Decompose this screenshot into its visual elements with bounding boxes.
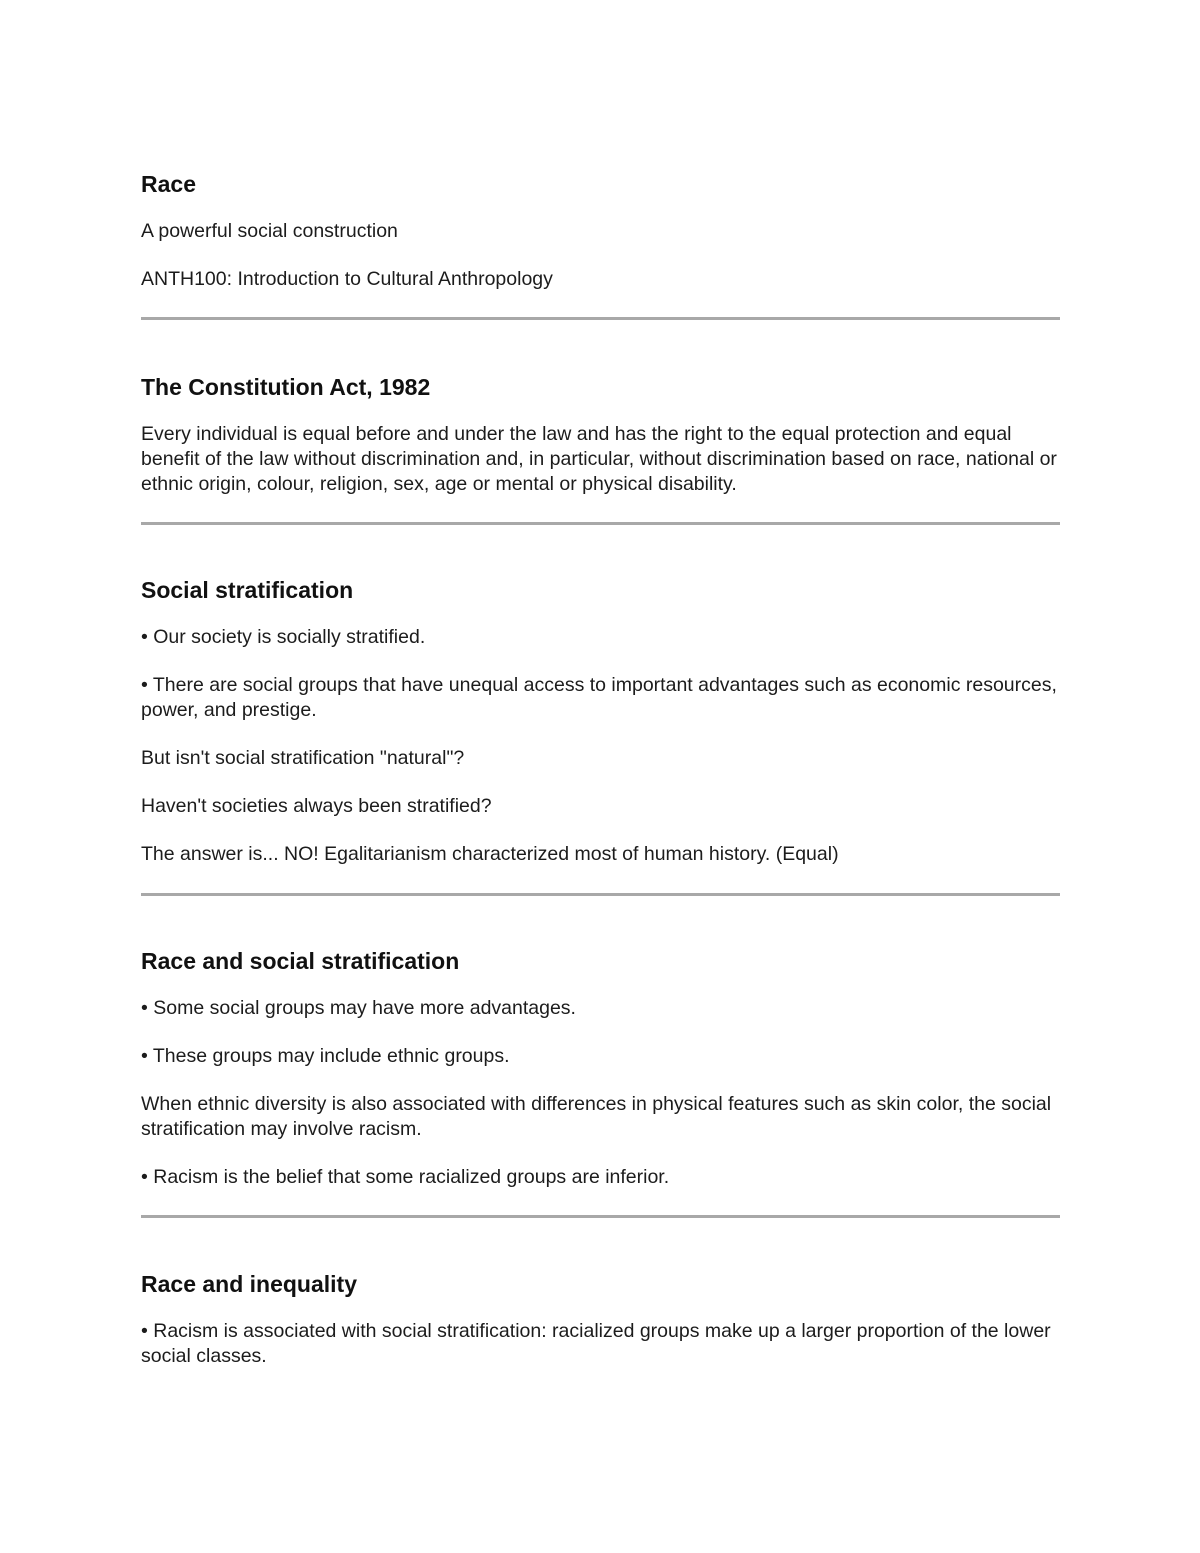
paragraph: Every individual is equal before and under the law and has the right to the equal protection and equal benefit of the law without discrimination and, in particular, without discrimination based on race, national or ethnic origin, colour, religion, sex, age or mental or physical disability. [141, 423, 1057, 495]
section-social-stratification [141, 576, 1060, 867]
section-heading: The Constitution Act, 1982 [141, 374, 431, 400]
section-race-and-social-stratification [141, 947, 1060, 1190]
section-heading: Race [141, 171, 196, 197]
section-divider [141, 317, 1060, 320]
bullet-paragraph: • Some social groups may have more advantages. [141, 997, 576, 1019]
section-divider [141, 1215, 1060, 1218]
section-race-and-inequality [141, 1270, 1060, 1369]
paragraph: When ethnic diversity is also associated with differences in physical features such as skin color, the social stratification may involve racism. [141, 1093, 1052, 1140]
section-divider [141, 522, 1060, 525]
bullet-paragraph: • There are social groups that have unequal access to important advantages such as economic resources, power, and prestige. [141, 674, 1057, 721]
subtitle: A powerful social construction [141, 220, 398, 242]
section-constitution-act [141, 373, 1060, 497]
bullet-paragraph: • Our society is socially stratified. [141, 626, 426, 648]
course-title: ANTH100: Introduction to Cultural Anthropology [141, 268, 553, 290]
bullet-paragraph: • Racism is associated with social stratification: racialized groups make up a larger proportion of the lower social classes. [141, 1320, 1051, 1367]
paragraph: But isn't social stratification "natural"? [141, 747, 465, 769]
paragraph: The answer is... NO! Egalitarianism characterized most of human history. (Equal) [141, 843, 839, 865]
section-heading: Race and inequality [141, 1271, 358, 1297]
section-race [141, 160, 1060, 292]
bullet-paragraph: • Racism is the belief that some racialized groups are inferior. [141, 1166, 670, 1188]
document-page [141, 160, 1060, 1369]
section-heading: Social stratification [141, 577, 354, 603]
paragraph: Haven't societies always been stratified? [141, 795, 492, 817]
section-divider [141, 893, 1060, 896]
section-heading: Race and social stratification [141, 948, 460, 974]
bullet-paragraph: • These groups may include ethnic groups. [141, 1045, 510, 1067]
